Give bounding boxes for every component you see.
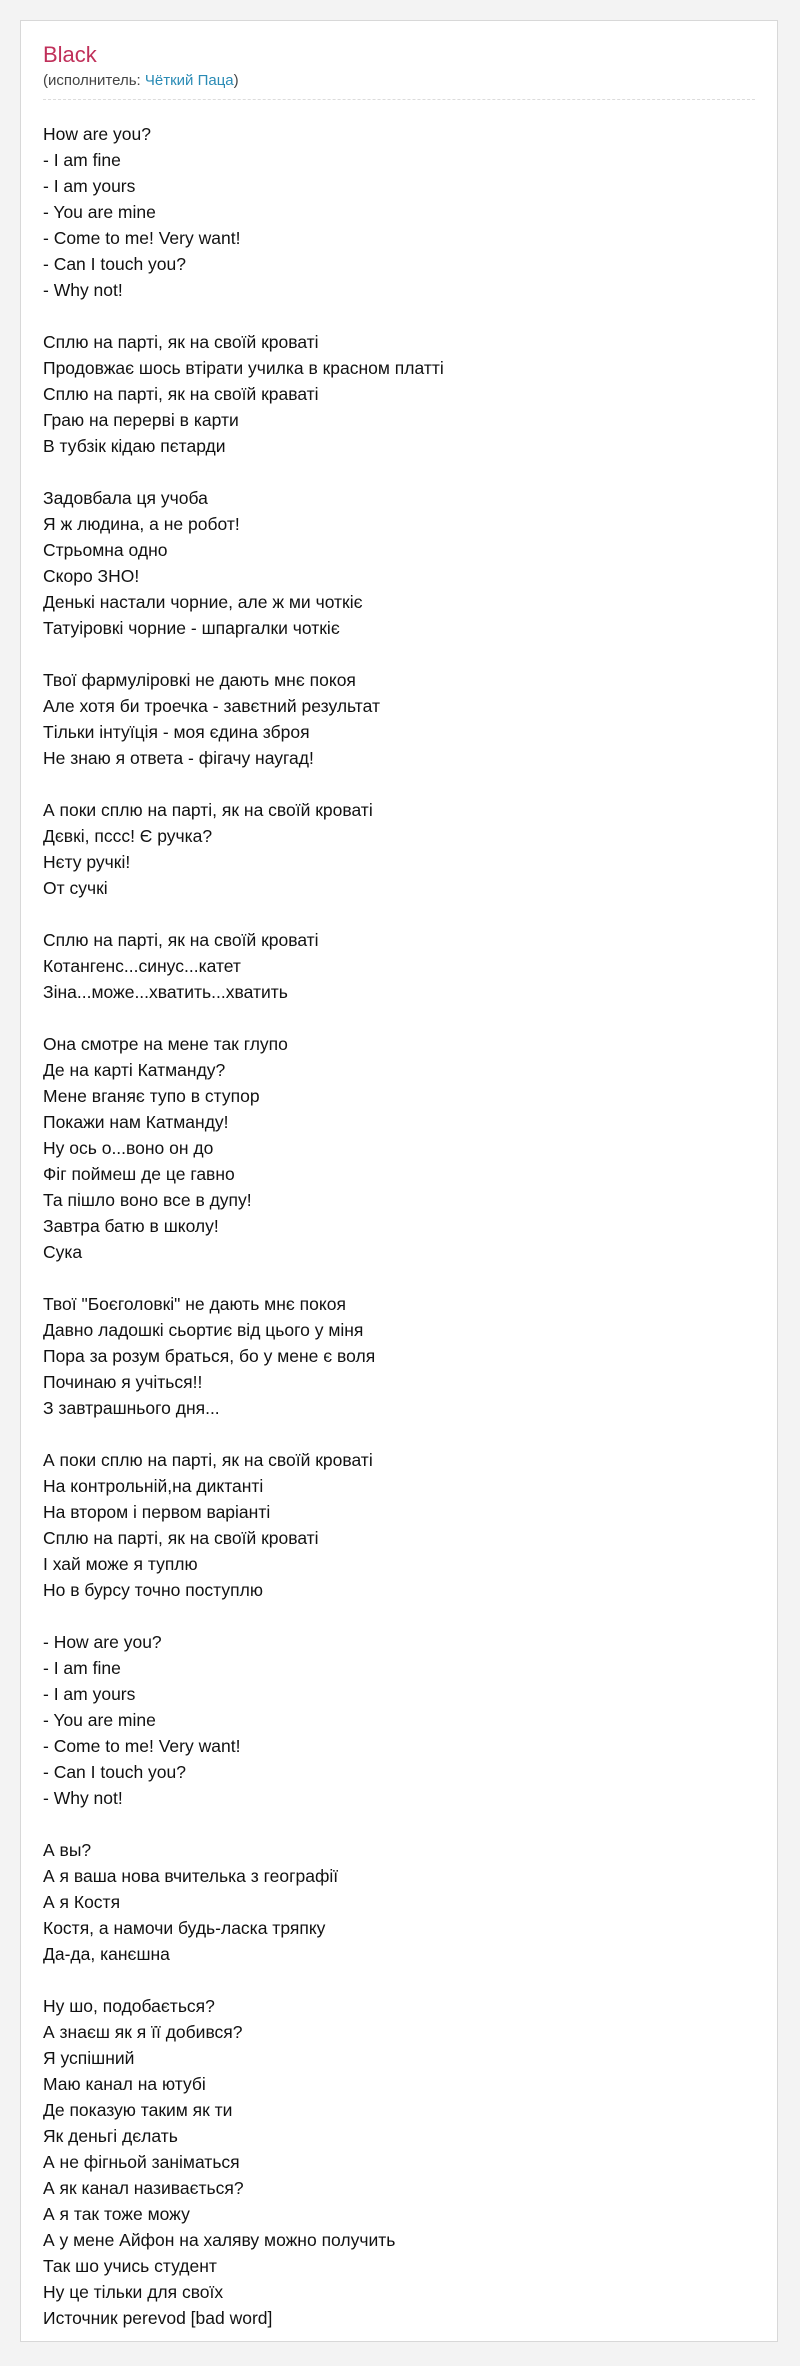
- song-header: [43, 41, 755, 108]
- song-title: Black: [43, 42, 97, 67]
- artist-byline: [43, 71, 755, 91]
- header-divider: [43, 99, 755, 100]
- lyrics-card: [20, 20, 778, 2342]
- byline-prefix: (исполнитель:: [43, 72, 145, 89]
- lyrics-text: How are you? - I am fine - I am yours - You are mine - Come to me! Very want! - Can I touch you? - Why not! Сплю на парті, як на своїй кроваті Продовжає шось втірати училка в красном платті Сплю на парті, як на своїй краваті Граю на перерві в карти В тубзік кідаю пєтарди Задовбала ця учоба Я ж людина, а не робот! Стрьомна одно Скоро ЗНО! Денькі настали чорние, але ж ми чоткіє Татуіровкі чорние - шпаргалки чоткіє Твої фармуліровкі не дають мнє покоя Але хотя би троечка - завєтний результат Тільки інтуїція - моя єдина зброя Не знаю я ответа - фігачу наугад! А поки сплю на парті, як на своїй кроваті Дєвкі, пссс! Є ручка? Нєту ручкі! От сучкі Сплю на парті, як на своїй кроваті Котангенс...синус...катет Зіна...може...хватить...хватить Она смотре на мене так глупо Де на карті Катманду? Мене вганяє тупо в ступор Покажи нам Катманду! Ну ось о...воно он до Фіг поймеш де це гавно Та пішло воно все в дупу! Завтра батю в школу! Сука Твої "Боєголовкі" не дають мнє покоя Давно ладошкі сьортиє від цього у міня Пора за розум браться, бо у мене є воля Починаю я учіться!! З завтрашнього дня... А поки сплю на парті, як на своїй кроваті На контрольній,на диктанті На втором і первом варіанті Сплю на парті, як на своїй кроваті І хай може я туплю Но в бурсу точно поступлю - How are you? - I am fine - I am yours - You are mine - Come to me! Very want! - Can I touch you? - Why not! А вы? А я ваша нова вчителька з географії А я Костя Костя, а намочи будь-ласка тряпку Да-да, канєшна Ну шо, подобається? А знаєш як я її добився? Я успішний Маю канал на ютубі Де показую таким як ти Як деньгі дєлать А не фігньой заніматься А як канал називається? А я так тоже можу А у мене Айфон на халяву можно получить Так шо учись студент Ну це тільки для своїх Источник perevod [bad word]: [43, 124, 444, 2328]
- byline-suffix: ): [233, 72, 239, 89]
- artist-link[interactable]: Чёткий Паца: [144, 72, 234, 89]
